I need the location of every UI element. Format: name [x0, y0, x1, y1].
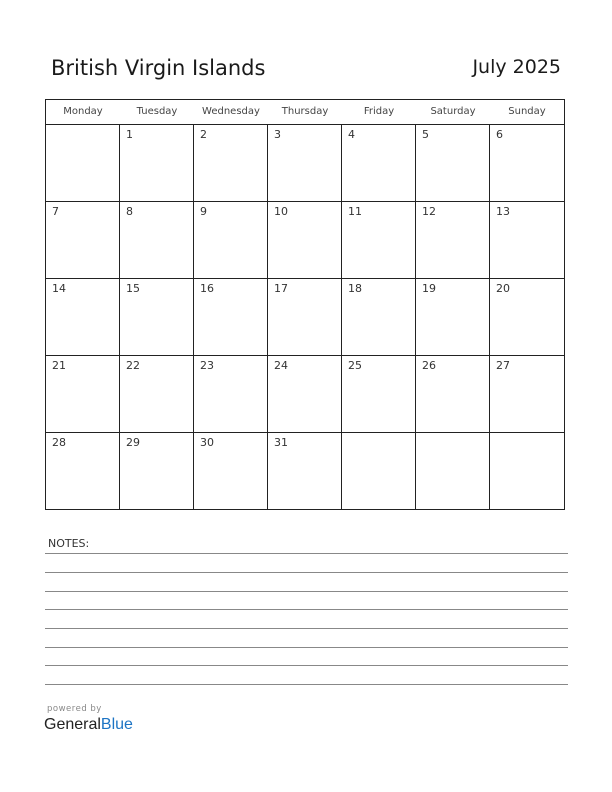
day-number: 2: [200, 128, 207, 141]
day-cell: [194, 433, 268, 510]
day-cell: [46, 433, 120, 510]
weekday-wednesday: Wednesday: [202, 106, 260, 117]
day-cell: [268, 356, 342, 433]
brand-blue: Blue: [100, 716, 133, 733]
weekday-saturday: Saturday: [430, 106, 476, 117]
day-number: 26: [422, 359, 436, 372]
weekday-tuesday: Tuesday: [136, 106, 178, 117]
day-cell: [120, 125, 194, 202]
day-number: 21: [52, 359, 66, 372]
day-cell: [46, 356, 120, 433]
day-number: 28: [52, 436, 66, 449]
day-cell: [194, 356, 268, 433]
day-cell: [416, 202, 490, 279]
brand-general: General: [44, 716, 101, 733]
day-number: 3: [274, 128, 281, 141]
day-cell: [490, 356, 564, 433]
day-cell: [490, 433, 564, 510]
day-number: 30: [200, 436, 214, 449]
day-number: 16: [200, 282, 214, 295]
notes-label: NOTES:: [48, 537, 90, 550]
note-line: [45, 628, 568, 629]
day-number: 17: [274, 282, 288, 295]
day-number: 20: [496, 282, 510, 295]
day-cell: [416, 433, 490, 510]
day-number: 18: [348, 282, 362, 295]
note-line: [45, 665, 568, 666]
day-cell: [120, 202, 194, 279]
day-number: 22: [126, 359, 140, 372]
day-number: 25: [348, 359, 362, 372]
day-cell: [268, 433, 342, 510]
day-number: 12: [422, 205, 436, 218]
day-number: 5: [422, 128, 429, 141]
day-number: 6: [496, 128, 503, 141]
note-line: [45, 553, 568, 554]
day-cell: [342, 125, 416, 202]
note-line: [45, 647, 568, 648]
day-cell: [490, 202, 564, 279]
day-number: 8: [126, 205, 133, 218]
day-grid: [46, 125, 564, 510]
day-number: 31: [274, 436, 288, 449]
day-number: 15: [126, 282, 140, 295]
weekday-sunday: Sunday: [508, 106, 546, 117]
day-number: 11: [348, 205, 362, 218]
day-number: 4: [348, 128, 355, 141]
day-cell: [194, 279, 268, 356]
weekday-friday: Friday: [363, 106, 395, 117]
day-cell: [120, 433, 194, 510]
day-cell: [120, 279, 194, 356]
day-cell: [46, 279, 120, 356]
day-cell: [268, 125, 342, 202]
day-cell: [342, 433, 416, 510]
note-line: [45, 572, 568, 573]
day-number: 13: [496, 205, 510, 218]
calendar-title: British Virgin Islands: [51, 56, 266, 80]
day-cell: [194, 125, 268, 202]
day-cell: [342, 356, 416, 433]
note-line: [45, 609, 568, 610]
day-cell: [46, 202, 120, 279]
day-number: 29: [126, 436, 140, 449]
day-number: 1: [126, 128, 133, 141]
day-cell: [120, 356, 194, 433]
weekday-header-row: [46, 100, 564, 125]
day-cell: [416, 125, 490, 202]
note-line: [45, 684, 568, 685]
day-number: 24: [274, 359, 288, 372]
day-cell: [416, 279, 490, 356]
month-year-label: July 2025: [472, 56, 561, 78]
day-cell: [46, 125, 120, 202]
note-line: [45, 591, 568, 592]
day-cell: [194, 202, 268, 279]
day-number: 23: [200, 359, 214, 372]
calendar-grid: [45, 99, 565, 510]
day-number: 10: [274, 205, 288, 218]
day-number: 27: [496, 359, 510, 372]
day-cell: [342, 279, 416, 356]
day-cell: [490, 125, 564, 202]
day-cell: [416, 356, 490, 433]
day-cell: [342, 202, 416, 279]
day-cell: [490, 279, 564, 356]
weekday-thursday: Thursday: [281, 106, 329, 117]
weekday-monday: Monday: [63, 106, 103, 117]
day-number: 9: [200, 205, 207, 218]
generalblue-logo: [44, 716, 133, 734]
day-cell: [268, 279, 342, 356]
powered-by-text: powered by: [47, 704, 102, 714]
day-number: 19: [422, 282, 436, 295]
day-number: 7: [52, 205, 59, 218]
day-cell: [268, 202, 342, 279]
day-number: 14: [52, 282, 66, 295]
